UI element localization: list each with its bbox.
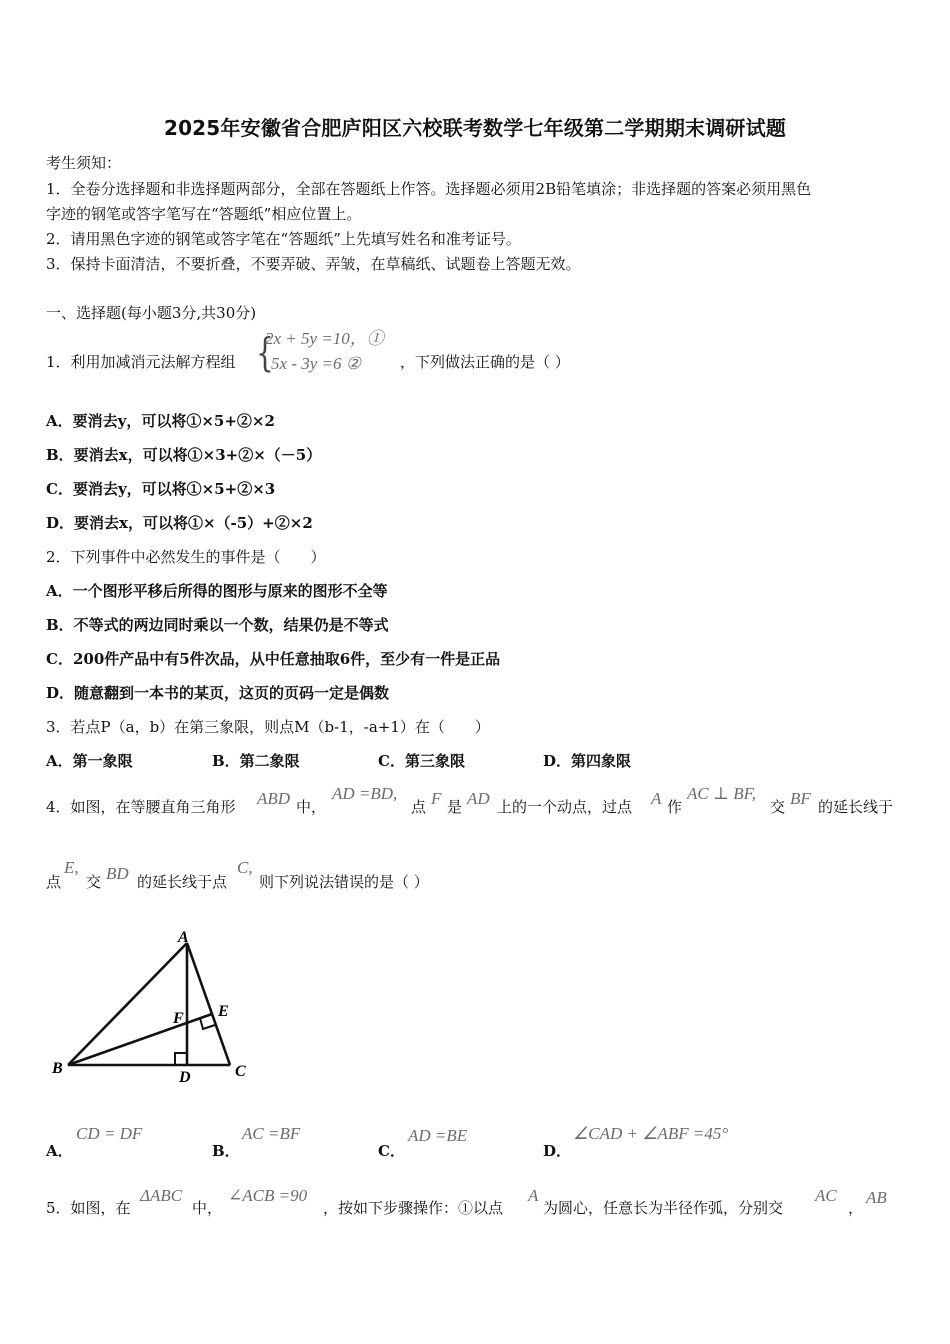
q4-math-bf: BF (790, 789, 811, 808)
q3-option-b: B．第二象限 (212, 752, 300, 770)
q4-option-c-label: C． (378, 1142, 405, 1160)
q4-option-b-label: B． (212, 1142, 240, 1160)
q4-math-ac-perp-bf: AC ⊥ BF, (687, 784, 757, 803)
q5-stem-part3: ，按如下步骤操作：①以点 (323, 1199, 504, 1217)
q4-stem-part3: 点 (411, 798, 427, 816)
q3-stem: 3．若点P（a，b）在第三象限，则点M（b-1，-a+1）在（ ） (46, 718, 490, 736)
segment-be (68, 1014, 212, 1065)
q5-math-a: A (528, 1186, 539, 1205)
q4-stem-part7: 交 (770, 798, 786, 816)
q4-math-abd: ABD (257, 789, 291, 808)
q4-stem-part6: 作 (667, 798, 683, 816)
q4-option-a: CD = DF (76, 1124, 143, 1143)
q5-stem-part2: 中， (192, 1199, 223, 1217)
q3-option-d: D．第四象限 (543, 752, 632, 770)
q5-math-ab: AB (866, 1188, 887, 1207)
q4-line2-part2: 交 (86, 873, 102, 891)
q4-math-e: E, (64, 858, 79, 877)
q4-math-f: F (431, 789, 442, 808)
q4-stem-part4: 是 (447, 798, 463, 816)
q5-stem-part4: 为圆心，任意长为半径作弧，分别交 (543, 1199, 784, 1217)
point-label-a: A (178, 929, 189, 946)
q4-line2-part1: 点 (46, 873, 62, 891)
notice-item-3: 3．保持卡面清洁，不要折叠，不要弄破、弄皱，在草稿纸、试题卷上答题无效。 (46, 255, 581, 273)
q1-eq2: 5x - 3y =6 ② (271, 354, 361, 373)
q4-math-bd: BD (106, 864, 129, 883)
q2-option-a: A．一个图形平移后所得的图形与原来的图形不全等 (46, 582, 388, 600)
point-label-e: E (218, 1003, 229, 1020)
q4-option-d-label: D． (543, 1142, 572, 1160)
point-label-b: B (52, 1060, 63, 1077)
q5-stem-part1: 5．如图，在 (46, 1199, 131, 1217)
q4-math-a: A (651, 789, 662, 808)
q2-option-b: B．不等式的两边同时乘以一个数，结果仍是不等式 (46, 616, 389, 634)
q1-option-b: B．要消去x，可以将①×3+②×（－5） (46, 446, 322, 464)
q4-stem-part5: 上的一个动点，过点 (497, 798, 633, 816)
point-label-d: D (179, 1069, 191, 1086)
q5-math-ac: AC (815, 1186, 837, 1205)
q4-math-c: C, (237, 858, 253, 877)
q4-line2-part4: 则下列说法错误的是（ ） (259, 873, 429, 891)
q4-line2-part3: 的延长线于点 (137, 873, 228, 891)
q4-figure (40, 920, 270, 1090)
q4-math-ad: AD (467, 789, 490, 808)
q4-math-ad-bd: AD =BD, (332, 784, 398, 803)
section-heading: 一、选择题(每小题3分,共30分) (46, 304, 257, 322)
q4-option-d: ∠CAD + ∠ABF =45° (573, 1124, 729, 1143)
q5-math-angle-acb: ∠ACB =90 (228, 1186, 308, 1205)
q2-option-c: C．200件产品中有5件次品，从中任意抽取6件，至少有一件是正品 (46, 650, 501, 668)
brace-icon: { (256, 329, 274, 376)
notice-item-1-cont: 字迹的钢笔或答字笔写在“答题纸”相应位置上。 (46, 205, 362, 223)
q1-option-c: C．要消去y，可以将①×5+②×3 (46, 480, 276, 498)
q4-option-c: AD =BE (408, 1126, 468, 1145)
q3-option-a: A．第一象限 (46, 752, 133, 770)
q1-option-a: A．要消去y，可以将①×5+②×2 (46, 412, 275, 430)
point-label-f: F (173, 1010, 184, 1027)
q4-stem-part1: 4．如图，在等腰直角三角形 (46, 798, 236, 816)
q4-stem-part8: 的延长线于 (818, 798, 894, 816)
q2-stem: 2．下列事件中必然发生的事件是（ ） (46, 548, 326, 566)
q4-option-a-label: A． (46, 1142, 73, 1160)
page-title: 2025年安徽省合肥庐阳区六校联考数学七年级第二学期期末调研试题 (163, 116, 787, 140)
right-angle-d-icon (175, 1053, 187, 1065)
q5-stem-part5: ， (848, 1199, 864, 1217)
segment-ba (68, 943, 187, 1065)
q5-math-triangle-abc: ΔABC (140, 1186, 183, 1205)
q1-equation-system (256, 324, 406, 380)
q3-option-c: C．第三象限 (378, 752, 465, 770)
q2-option-d: D．随意翻到一本书的某页，这页的页码一定是偶数 (46, 684, 390, 702)
q4-option-b: AC =BF (242, 1124, 301, 1143)
q1-eq1: 2x + 5y =10，① (265, 329, 384, 348)
q1-stem-tail: ，下列做法正确的是（ ） (400, 353, 570, 371)
notice-item-2: 2．请用黑色字迹的钢笔或答字笔在“答题纸”上先填写姓名和准考证号。 (46, 230, 521, 248)
notice-item-1: 1．全卷分选择题和非选择题两部分，全部在答题纸上作答。选择题必须用2B铅笔填涂；非选择题的答案必须用黑色 (46, 180, 812, 198)
notice-heading: 考生须知： (46, 154, 122, 172)
point-label-c: C (235, 1063, 246, 1080)
q4-stem-part2: 中， (296, 798, 327, 816)
q1-option-d: D．要消去x，可以将①×（-5）+②×2 (46, 514, 313, 532)
q1-stem: 1．利用加减消元法解方程组 (46, 353, 236, 371)
